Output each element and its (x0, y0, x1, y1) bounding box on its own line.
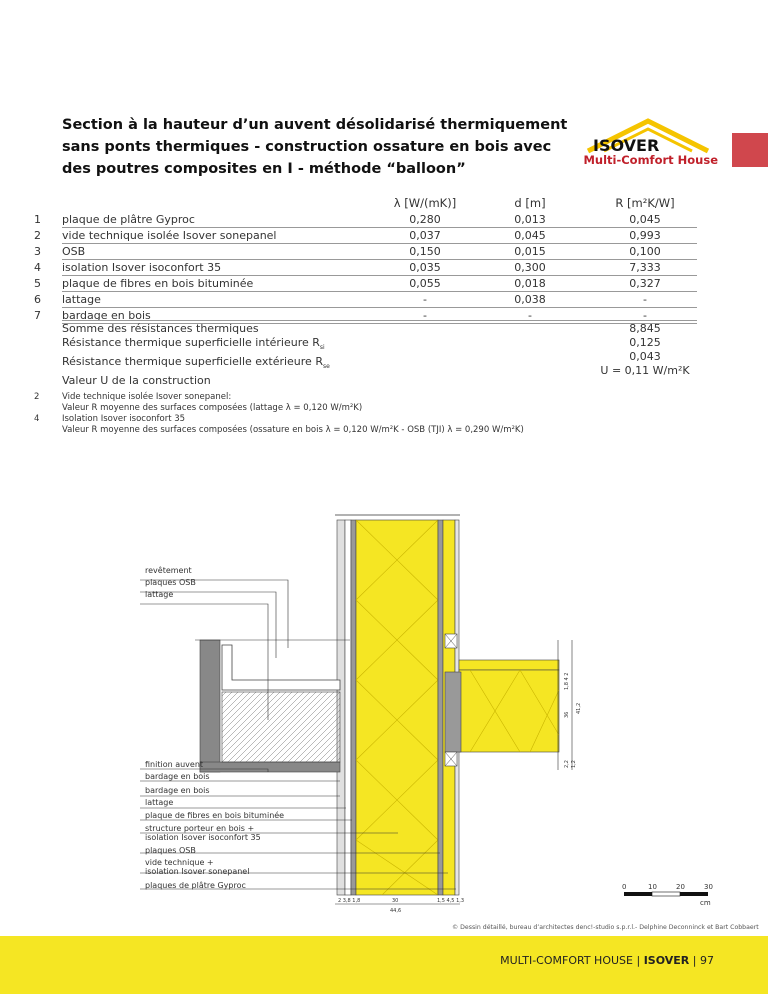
cell-num: 4 (34, 261, 41, 274)
title-line: sans ponts thermiques - construction ossature en bois avec (62, 139, 552, 155)
isover-logo (548, 115, 718, 175)
cell-lambda: 0,055 (409, 277, 441, 290)
cell-r: 0,100 (629, 245, 661, 258)
callout-label: plaques OSB (145, 578, 196, 587)
cell-num: 6 (34, 293, 41, 306)
scale-unit: cm (700, 899, 711, 907)
cell-d: 0,045 (514, 229, 546, 242)
callout-label: lattage (145, 798, 174, 807)
title-line: des poutres composites en I - méthode “balloon” (62, 161, 466, 177)
sum-value: 8,845 (629, 322, 661, 335)
fibre-board-layer (351, 520, 356, 895)
batten-layer (345, 520, 351, 895)
dim-bottom-right: 1,5 4,5 1,3 (437, 898, 465, 904)
osb-layer (438, 520, 443, 895)
dim-right-d: 2,2 (564, 760, 570, 768)
rsi-label: Résistance thermique superficielle intérieure $R_{si}$ (62, 336, 325, 352)
footer-series: MULTI-COMFORT HOUSE (500, 954, 633, 967)
cell-label: bardage en bois (62, 309, 151, 322)
callout-label: finition auvent (145, 760, 204, 769)
cell-d: 0,015 (514, 245, 546, 258)
callout-label: bardage en bois (145, 786, 210, 795)
callout-label: structure porteur en bois + (145, 824, 255, 833)
canopy-fascia (200, 640, 220, 772)
page-title (62, 114, 568, 180)
note-text: Valeur R moyenne des surfaces composées (lattage λ = 0,120 W/m²K) (62, 403, 363, 413)
cell-label: plaque de fibres en bois bituminée (62, 277, 254, 290)
callout-label: isolation Isover isoconfort 35 (145, 833, 261, 842)
cell-d: 0,013 (514, 213, 546, 226)
scale-tick: 10 (648, 883, 657, 891)
cell-r: 0,045 (629, 213, 661, 226)
cell-r: 0,993 (629, 229, 661, 242)
cell-num: 2 (34, 229, 41, 242)
cell-lambda: - (423, 293, 427, 306)
table-row (0, 260, 768, 276)
cell-r: 7,333 (629, 261, 661, 274)
rse-value: 0,043 (629, 350, 661, 363)
scale-tick: 30 (704, 883, 713, 891)
cell-lambda: 0,035 (409, 261, 441, 274)
dim-bottom-mid: 30 (392, 898, 399, 904)
cell-r: - (643, 309, 647, 322)
drawing-credit: © Dessin détaillé, bureau d’architectes denc!-studio s.p.r.l.- Delphine Deconninck et Bart Cobbaert (452, 924, 759, 931)
cell-r: - (643, 293, 647, 306)
page-footer (0, 936, 768, 994)
dim-right-a: 1,8 4 2 (564, 672, 570, 690)
note-text: Isolation Isover isoconfort 35 (62, 414, 186, 424)
note-num: 4 (34, 414, 40, 424)
note-num: 2 (34, 392, 40, 402)
dim-bottom-total: 44,6 (390, 908, 402, 914)
title-line: Section à la hauteur d’un auvent désolidarisé thermiquement (62, 117, 568, 133)
insulation-main (356, 520, 438, 895)
cell-label: isolation Isover isoconfort 35 (62, 261, 222, 274)
canopy-soffit (200, 762, 340, 772)
dim-right-b: 36 (564, 711, 570, 718)
logo-tagline: Multi-Comfort House (583, 153, 718, 167)
cell-d: 0,018 (514, 277, 546, 290)
note-text: Vide technique isolée Isover sonepanel: (62, 392, 232, 402)
cell-d: 0,300 (514, 261, 546, 274)
dim-bottom-left: 2 3,8 1,8 (338, 898, 361, 904)
cell-d: - (528, 309, 532, 322)
page-number: 97 (700, 954, 714, 967)
cell-lambda: 0,150 (409, 245, 441, 258)
footer-brand: ISOVER (643, 954, 690, 967)
house-roof-icon (548, 115, 718, 155)
header-r: R [m²K/W] (615, 196, 675, 210)
header-d: d [m] (514, 196, 546, 210)
callout-label: bardage en bois (145, 772, 210, 781)
cell-label: vide technique isolée Isover sonepanel (62, 229, 277, 242)
section-drawing (0, 500, 768, 920)
logo-brand: ISOVER (593, 136, 660, 155)
header-lambda: λ [W/(mK)] (393, 196, 457, 210)
sum-label: Somme des résistances thermiques (62, 322, 259, 335)
floor-top (459, 660, 559, 670)
cell-label: lattage (62, 293, 101, 306)
rsi-value: 0,125 (629, 336, 661, 349)
summary-values (590, 322, 700, 378)
callout-label: vide technique + (145, 858, 214, 867)
scale-tick: 0 (622, 883, 627, 891)
scale-bar (622, 883, 713, 907)
callout-label: plaques de plâtre Gyproc (145, 881, 246, 890)
dim-right-c: 41,2 (576, 702, 582, 714)
cell-r: 0,327 (629, 277, 661, 290)
cell-num: 1 (34, 213, 41, 226)
callout-label: isolation Isover sonepanel (145, 867, 250, 876)
callout-label: lattage (145, 590, 174, 599)
cell-num: 7 (34, 309, 41, 322)
rse-label: Résistance thermique superficielle extérieure $R_{se}$ (62, 355, 330, 371)
cell-label: plaque de plâtre Gyproc (62, 213, 195, 226)
cell-num: 3 (34, 245, 41, 258)
table-row (0, 292, 768, 308)
canopy-structure (222, 692, 340, 762)
rim-joist (445, 672, 461, 752)
table-row (0, 212, 768, 228)
divider (62, 320, 697, 321)
callout-label: plaques OSB (145, 846, 196, 855)
dim-right-e: 1,2 (571, 760, 577, 768)
summary-labels (62, 322, 330, 388)
cell-d: 0,038 (514, 293, 546, 306)
callout-label: revêtement (145, 566, 192, 575)
note-text: Valeur R moyenne des surfaces composées (ossature en bois λ = 0,120 W/m²K - OSB (TJI) λ = 0,290 W/m²K) (62, 425, 524, 435)
table-row (0, 276, 768, 292)
u-value: U = 0,11 W/m²K (600, 364, 690, 377)
cell-lambda: 0,037 (409, 229, 441, 242)
u-label: Valeur U de la construction (62, 374, 211, 388)
floor-insulation (459, 670, 559, 752)
cell-label: OSB (62, 245, 86, 258)
scale-tick: 20 (676, 883, 685, 891)
footer-separator: | (692, 954, 697, 967)
footer-separator: | (636, 954, 641, 967)
section-tab (732, 133, 768, 167)
table-row (0, 244, 768, 260)
cell-lambda: 0,280 (409, 213, 441, 226)
cell-num: 5 (34, 277, 41, 290)
footer-text (500, 954, 714, 967)
canopy-profile (222, 645, 340, 690)
callout-label: plaque de fibres en bois bituminée (145, 811, 285, 820)
table-row (0, 228, 768, 244)
cell-lambda: - (423, 309, 427, 322)
